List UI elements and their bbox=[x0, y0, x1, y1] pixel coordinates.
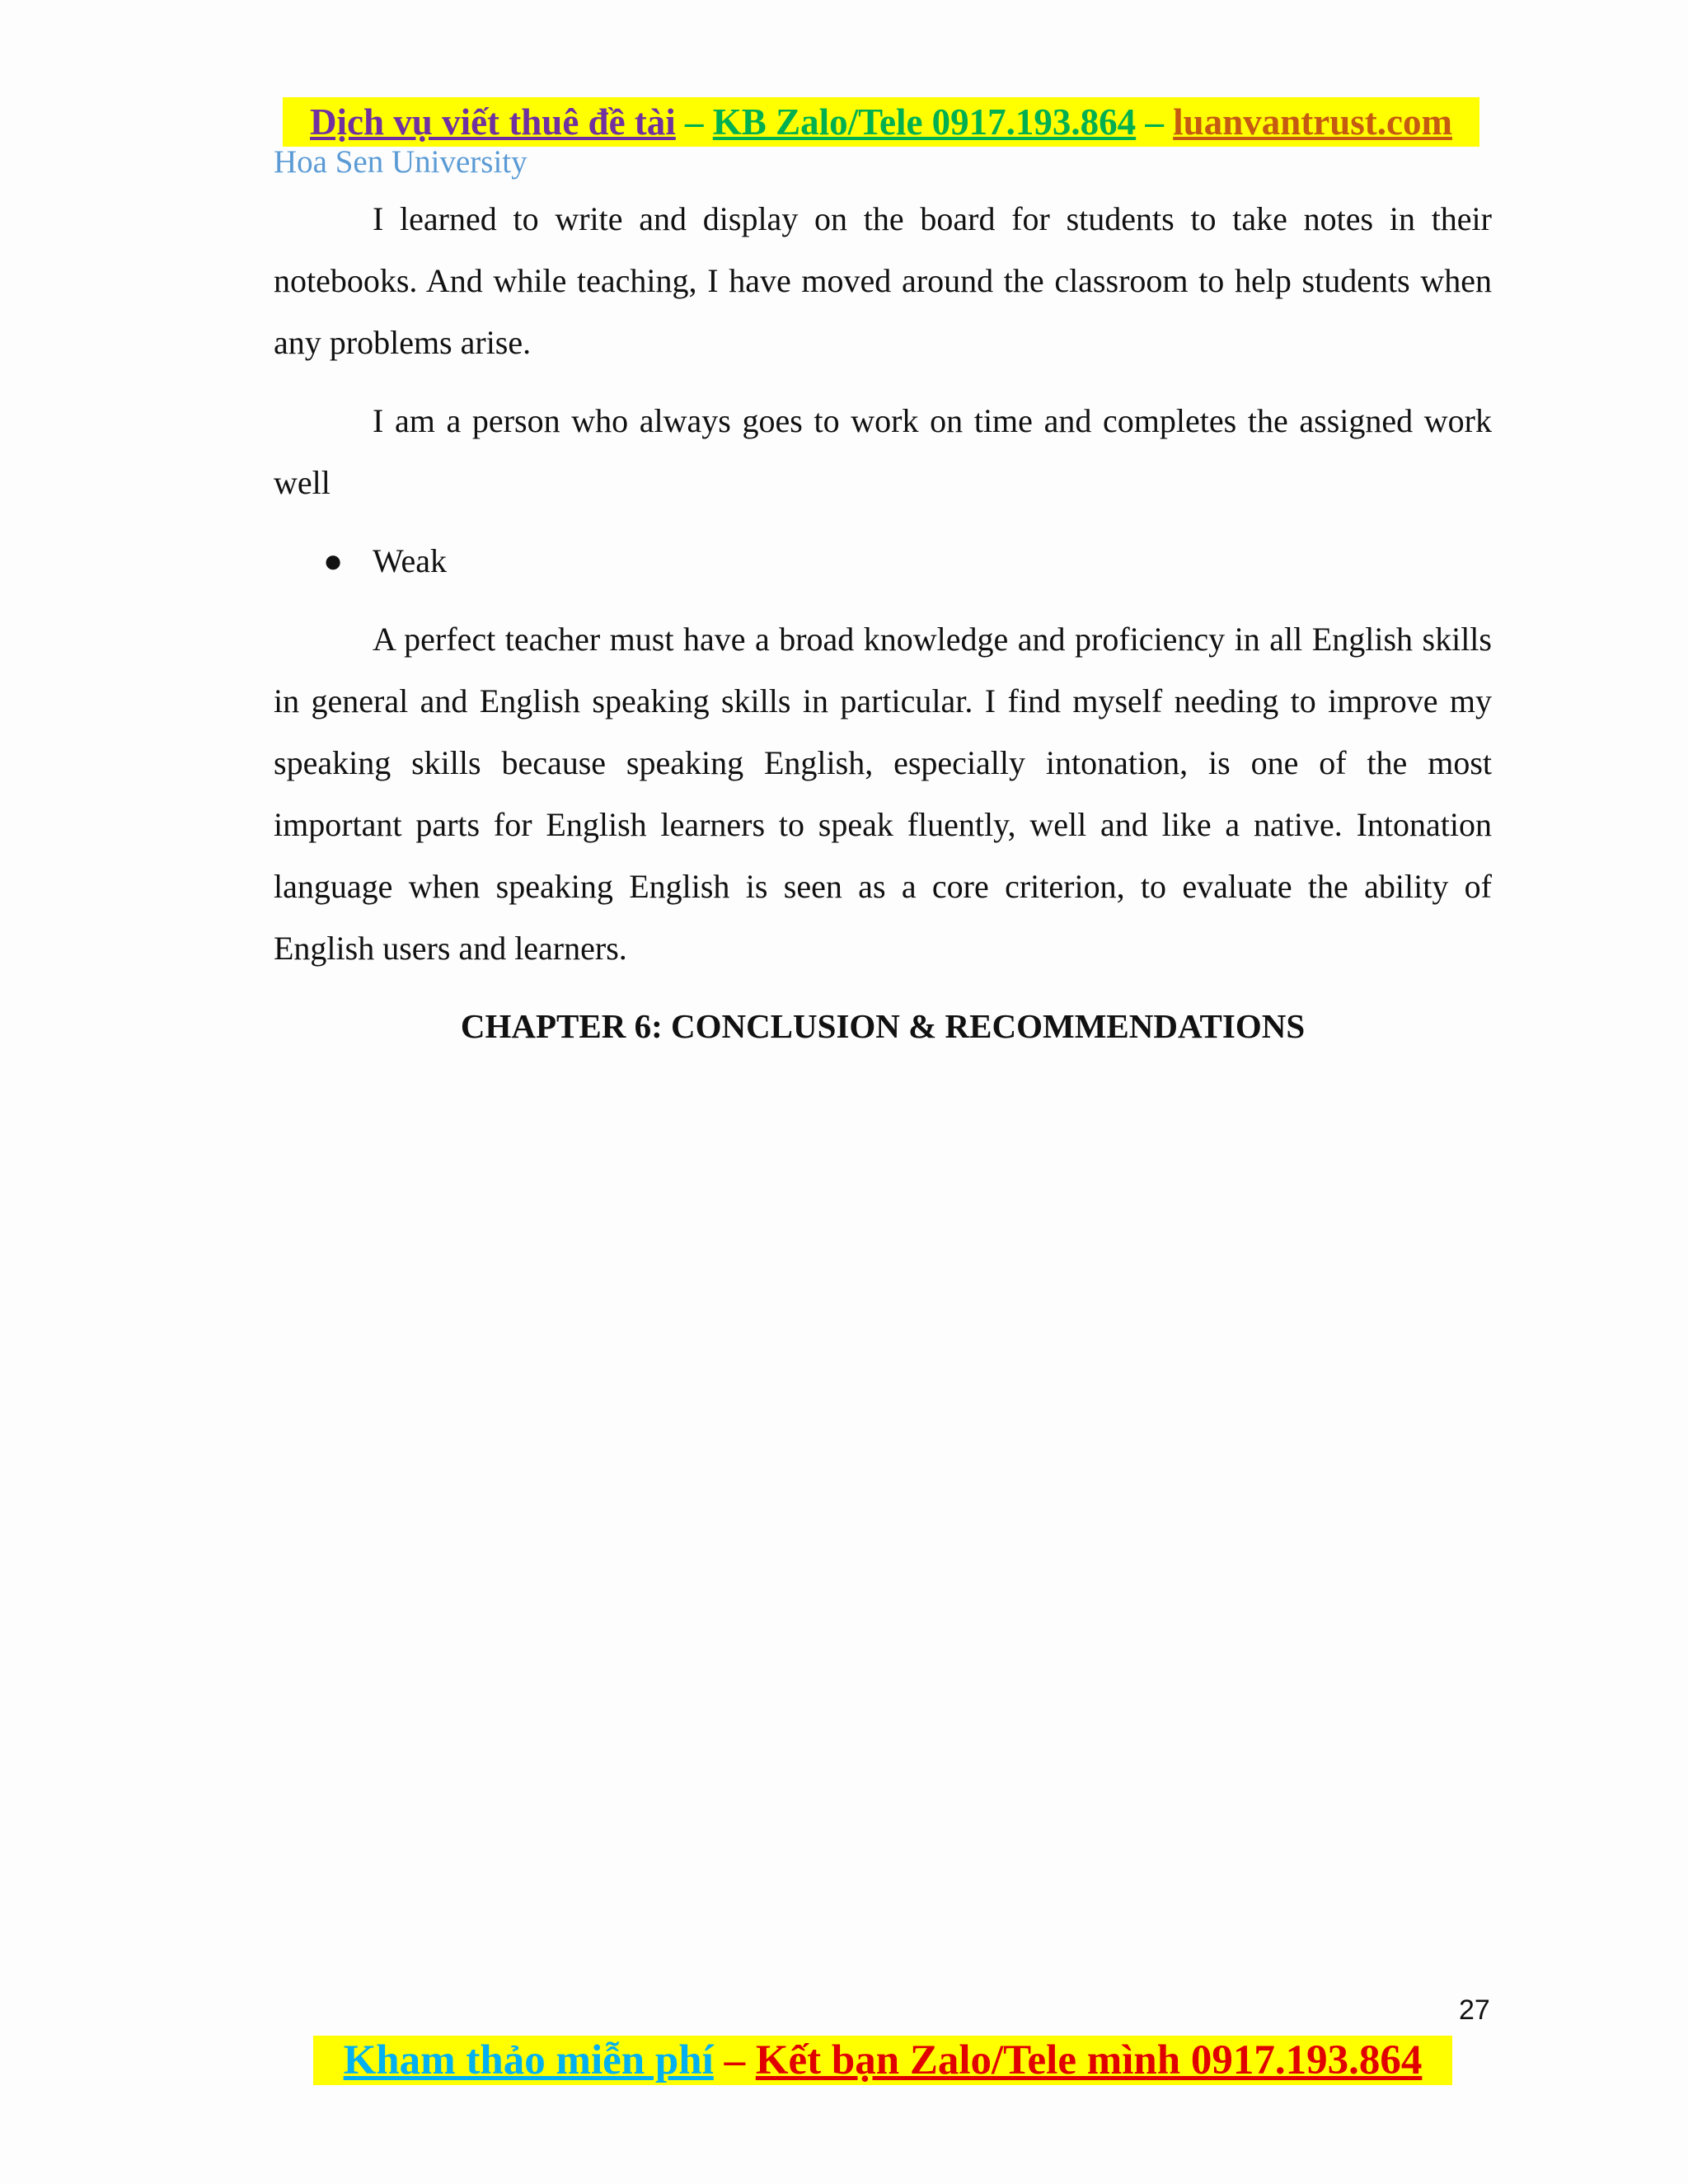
banner-separator: – bbox=[713, 2037, 756, 2083]
paragraph-weakness: A perfect teacher must have a broad knowledge and proficiency in all English skills in general and English speaking skills in particular. I find myself needing to improve my speaking skills because speaking English, especially intonation, is one of the most important parts for English learners to speak fluently, well and like a native. Intonation language when speaking English is seen as a core criterion, to evaluate the ability of English users and learners. bbox=[274, 621, 1492, 967]
bullet-item-weak bbox=[274, 530, 1492, 592]
chapter-heading: CHAPTER 6: CONCLUSION & RECOMMENDATIONS bbox=[460, 1007, 1306, 1045]
page-number: 27 bbox=[1459, 1994, 1490, 2026]
zalo-contact-link[interactable]: KB Zalo/Tele 0917.193.864 bbox=[712, 101, 1137, 143]
document-body bbox=[274, 188, 1492, 1057]
university-header: Hoa Sen University bbox=[274, 144, 528, 180]
top-promo-banner bbox=[283, 97, 1479, 147]
paragraph-teaching: I learned to write and display on the board for students to take notes in their notebooks. And while teaching, I have moved around the classroom to help students when any problems arise. bbox=[274, 200, 1492, 361]
free-reference-link[interactable]: Kham thảo miễn phí bbox=[343, 2037, 714, 2083]
banner-separator: – bbox=[675, 101, 713, 143]
bullet-label: Weak bbox=[373, 542, 448, 579]
website-link[interactable]: luanvantrust.com bbox=[1173, 101, 1452, 143]
paragraph-punctuality: I am a person who always goes to work on time and completes the assigned work well bbox=[274, 402, 1492, 501]
banner-separator: – bbox=[1136, 101, 1174, 143]
add-friend-link[interactable]: Kết bạn Zalo/Tele mình 0917.193.864 bbox=[755, 2037, 1423, 2083]
bottom-promo-banner bbox=[313, 2036, 1452, 2085]
bullet-dot-icon: ● bbox=[323, 542, 344, 579]
service-link[interactable]: Dịch vụ viết thuê đề tài bbox=[310, 101, 676, 143]
